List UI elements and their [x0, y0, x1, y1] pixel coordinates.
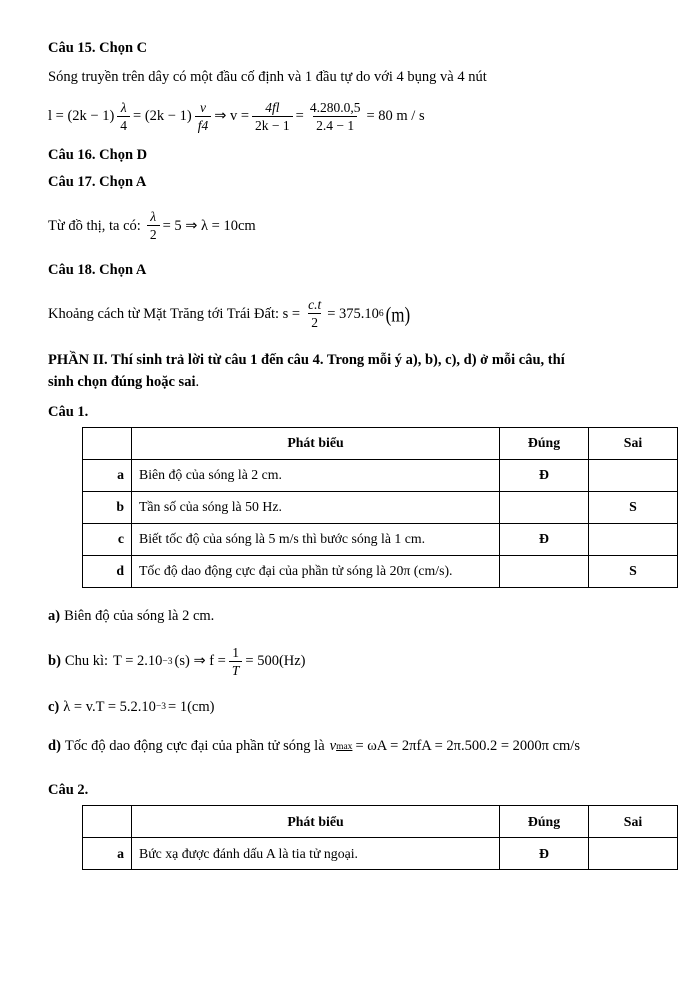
c15-mid1: = (2k − 1) — [133, 108, 192, 125]
row-index: c — [83, 523, 132, 555]
answer-a-text: Biên độ của sóng là 2 cm. — [64, 607, 215, 624]
answer-b-period: T = 2.10 — [113, 653, 163, 670]
cau1-label: Câu 1. — [48, 403, 89, 420]
cau1-table — [82, 427, 678, 588]
part2-line2: sinh chọn đúng hoặc sai. — [48, 374, 200, 391]
row-statement: Biên độ của sóng là 2 cm. — [132, 459, 500, 491]
header-wrong: Sai — [589, 806, 678, 838]
row-statement: Biết tốc độ của sóng là 5 m/s thì bước sóng là 1 cm. — [132, 523, 500, 555]
header-correct: Đúng — [500, 427, 589, 459]
c17-text-post: = 5 ⇒ λ = 10cm — [162, 217, 256, 234]
cau15-text: Sóng truyền trên dây có một đầu cố định và 1 đầu tự do với 4 bụng và 4 nút — [48, 69, 487, 85]
row-index: a — [83, 459, 132, 491]
answer-b-post: = 500(Hz) — [245, 653, 306, 670]
answer-d-pre: Tốc độ dao động cực đại của phần tử sóng là — [64, 738, 325, 755]
answer-c-text-pre: λ = v.T = 5.2.10 — [63, 698, 156, 715]
answer-d-var: v — [329, 738, 337, 755]
part2-heading — [48, 349, 646, 394]
answer-c-text-post: = 1(cm) — [168, 698, 215, 715]
answer-b-label: b) — [48, 653, 61, 670]
row-wrong-mark[interactable]: S — [589, 555, 678, 587]
answer-a-label: a) — [48, 607, 61, 624]
c15-result: = 80 m / s — [366, 108, 425, 125]
row-index: d — [83, 555, 132, 587]
c15-fraction-lambda-4: $\frac{\lambda}{4}$ — [117, 100, 130, 133]
answer-d-rest: = ωA = 2πfA = 2π.500.2 = 2000π cm/s — [355, 738, 580, 755]
answer-c: c) λ = v.T = 5.2.10 −3 = 1(cm) — [48, 697, 646, 719]
cau17-heading: Câu 17. Chọn A — [48, 174, 147, 191]
table-header-row — [83, 806, 678, 838]
cau18-formula: Khoảng cách từ Mặt Trăng tới Trái Đất: s = $\frac{c.t}{2}$ = 375.10 6 (m) — [48, 296, 411, 331]
table-row — [83, 523, 678, 555]
row-correct-mark[interactable]: Đ — [500, 459, 589, 491]
answer-b-unit: (s) ⇒ f = — [174, 653, 226, 670]
cau15-heading: Câu 15. Chọn C — [48, 40, 148, 56]
table-row — [83, 555, 678, 587]
answer-b: b) Chu kì: T = 2.10 −3 (s) ⇒ f = $\frac{1}{T}$ = 500(Hz) — [48, 644, 306, 678]
header-index — [83, 806, 132, 838]
cau16-heading: Câu 16. Chọn D — [48, 147, 148, 164]
row-correct-mark[interactable] — [500, 555, 589, 587]
c17-text-pre: Từ đồ thị, ta có: — [48, 217, 141, 234]
c18-unit: (m) — [385, 302, 411, 326]
part2-line1: PHẦN II. Thí sinh trả lời từ câu 1 đến câu 4. Trong mỗi ý a), b), c), d) ở mỗi câu, thí — [48, 351, 565, 368]
c15-arrow: ⇒ v = — [214, 108, 250, 125]
header-wrong: Sai — [589, 427, 678, 459]
row-statement: Bức xạ được đánh dấu A là tia tử ngoại. — [132, 838, 500, 870]
row-correct-mark[interactable] — [500, 491, 589, 523]
table-row — [83, 491, 678, 523]
answer-a — [48, 606, 646, 628]
header-index — [83, 427, 132, 459]
answer-d-label: d) — [48, 738, 61, 755]
cau2-table — [82, 805, 678, 870]
answer-c-label: c) — [48, 698, 60, 715]
row-wrong-mark[interactable] — [589, 523, 678, 555]
cau15-formula — [48, 100, 646, 133]
c15-fraction-4fl: $\frac{4fl}{2k - 1}$ — [252, 100, 293, 133]
table-row — [83, 838, 678, 870]
row-statement: Tần số của sóng là 50 Hz. — [132, 491, 500, 523]
c15-eq2: = — [295, 108, 304, 125]
row-statement: Tốc độ dao động cực đại của phần tử sóng là 20π (cm/s). — [132, 555, 500, 587]
cau18-heading: Câu 18. Chọn A — [48, 262, 147, 279]
c15-fraction-v-f4: $\frac{v}{f4}$ — [195, 100, 212, 133]
header-correct: Đúng — [500, 806, 589, 838]
row-correct-mark[interactable]: Đ — [500, 523, 589, 555]
c18-text-pre: Khoảng cách từ Mặt Trăng tới Trái Đất: s = — [48, 305, 301, 322]
c15-fraction-numeric: $\frac{4.280.0,5}{2.4 - 1}$ — [309, 99, 361, 133]
answer-b-pre: Chu kì: — [64, 653, 109, 670]
answer-b-fraction-1-T: $\frac{1}{T}$ — [229, 645, 243, 678]
row-index: a — [83, 838, 132, 870]
table-header-row — [83, 427, 678, 459]
row-index: b — [83, 491, 132, 523]
row-wrong-mark[interactable]: S — [589, 491, 678, 523]
cau17-formula — [48, 209, 646, 242]
c15-lhs: l = (2k − 1) — [48, 108, 115, 125]
header-statement: Phát biểu — [132, 806, 500, 838]
answer-d: d) Tốc độ dao động cực đại của phần tử sóng là v max = ωA = 2πfA = 2π.500.2 = 2000π cm/s — [48, 736, 646, 758]
row-correct-mark[interactable]: Đ — [500, 838, 589, 870]
header-statement: Phát biểu — [132, 427, 500, 459]
c17-fraction-lambda-2: $\frac{\lambda}{2}$ — [147, 209, 160, 242]
table-row — [83, 459, 678, 491]
c18-text-post: = 375.10 — [327, 305, 379, 322]
row-wrong-mark[interactable] — [589, 838, 678, 870]
c18-fraction-ct-2: $\frac{c.t}{2}$ — [308, 296, 322, 331]
row-wrong-mark[interactable] — [589, 459, 678, 491]
cau2-label: Câu 2. — [48, 782, 89, 799]
